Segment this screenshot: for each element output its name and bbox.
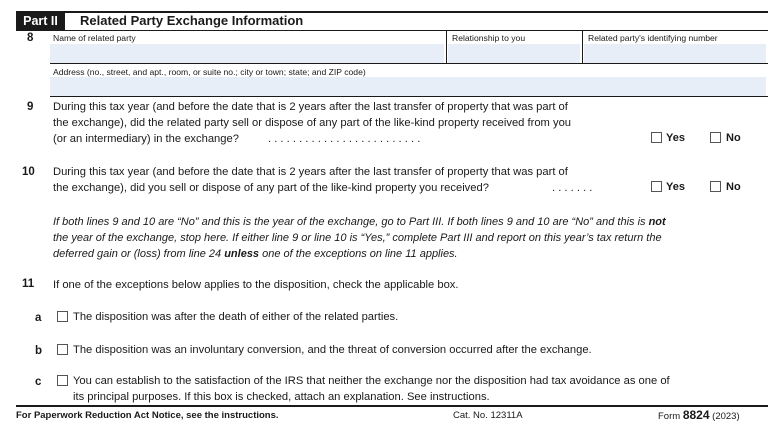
line-10-text-2: the exchange), did you sell or dispose of any part of the like-kind property you received?	[53, 182, 489, 194]
line-9-text-1: During this tax year (and before the date that is 2 years after the last transfer of property that was part of	[53, 101, 568, 113]
line-11-text: If one of the exceptions below applies to the disposition, check the applicable box.	[53, 279, 459, 291]
instruction-line-2: the year of the exchange, stop here. If either line 9 or line 10 is “Yes,” complete Part III and report on this year’s tax return the	[53, 232, 662, 244]
line-10-yes-label: Yes	[666, 181, 685, 193]
name-label: Name of related party	[53, 33, 136, 43]
form-year: (2023)	[712, 411, 740, 422]
form-id	[658, 408, 740, 422]
item-c-letter: c	[35, 376, 42, 388]
item-a-checkbox[interactable]	[57, 311, 68, 322]
item-c-text-2: its principal purposes. If this box is checked, attach an explanation. See instructions.	[73, 391, 490, 403]
line-9-text-2: the exchange), did the related party sell or dispose of any part of the like-kind property received from you	[53, 117, 572, 129]
relationship-label: Relationship to you	[452, 33, 526, 43]
line-9-no-label: No	[726, 132, 741, 144]
related-party-name-field[interactable]	[50, 44, 444, 63]
form-prefix: Form	[658, 411, 681, 422]
relationship-field[interactable]	[448, 44, 580, 63]
item-a-text: The disposition was after the death of either of the related parties.	[73, 311, 399, 323]
instruction-text-3a: deferred gain or (loss) from line 24	[53, 248, 222, 260]
identifying-number-field[interactable]	[584, 44, 766, 63]
line-9-number: 9	[27, 101, 34, 113]
line-9-yes-label: Yes	[666, 132, 685, 144]
part-title: Related Party Exchange Information	[80, 13, 304, 28]
item-b-checkbox[interactable]	[57, 344, 68, 355]
line-9-dots: . . . . . . . . . . . . . . . . . . . . . . . . .	[268, 133, 421, 145]
line-9-no-checkbox[interactable]	[710, 132, 721, 143]
item-c-text-1: You can establish to the satisfaction of the IRS that neither the exchange nor the disposition had tax avoidance as one of	[73, 375, 670, 387]
address-field[interactable]	[50, 77, 766, 96]
instruction-line-3	[53, 246, 458, 262]
item-a-letter: a	[35, 312, 42, 324]
instruction-not: not	[648, 216, 666, 228]
instruction-line-1	[53, 214, 666, 230]
line-9-yes-checkbox[interactable]	[651, 132, 662, 143]
instruction-text-1a: If both lines 9 and 10 are “No” and this is the year of the exchange, go to Part III. If both lines 9 and 10 are “No” and this is	[53, 216, 646, 228]
divider-2	[582, 30, 583, 64]
line-10-no-checkbox[interactable]	[710, 181, 721, 192]
line-11-number: 11	[22, 278, 35, 290]
part-label: Part II	[16, 12, 65, 30]
divider-1	[446, 30, 447, 64]
line-9-text-3: (or an intermediary) in the exchange?	[53, 133, 239, 145]
item-b-letter: b	[35, 345, 43, 357]
line-10-number: 10	[22, 166, 35, 178]
item-b-text: The disposition was an involuntary conversion, and the threat of conversion occurred after the exchange.	[73, 344, 592, 356]
line-10-no-label: No	[726, 181, 741, 193]
footer-rule	[16, 405, 768, 407]
part-header-rule	[16, 30, 768, 31]
item-c-checkbox[interactable]	[57, 375, 68, 386]
row-rule	[50, 63, 768, 64]
line-10-dots: . . . . . . .	[552, 182, 593, 194]
catalog-number: Cat. No. 12311A	[453, 410, 523, 421]
instruction-unless: unless	[224, 248, 260, 260]
address-rule	[50, 96, 768, 97]
line-10-text-1: During this tax year (and before the date that is 2 years after the last transfer of property that was part of	[53, 166, 568, 178]
form-number: 8824	[682, 408, 710, 422]
line-8-number: 8	[27, 32, 34, 44]
identifying-number-label: Related party's identifying number	[588, 33, 718, 43]
instruction-text-3c: one of the exceptions on line 11 applies.	[262, 248, 458, 260]
paperwork-notice: For Paperwork Reduction Act Notice, see the instructions.	[16, 410, 279, 421]
line-10-yes-checkbox[interactable]	[651, 181, 662, 192]
address-label: Address (no., street, and apt., room, or suite no.; city or town; state; and ZIP code)	[53, 67, 366, 77]
